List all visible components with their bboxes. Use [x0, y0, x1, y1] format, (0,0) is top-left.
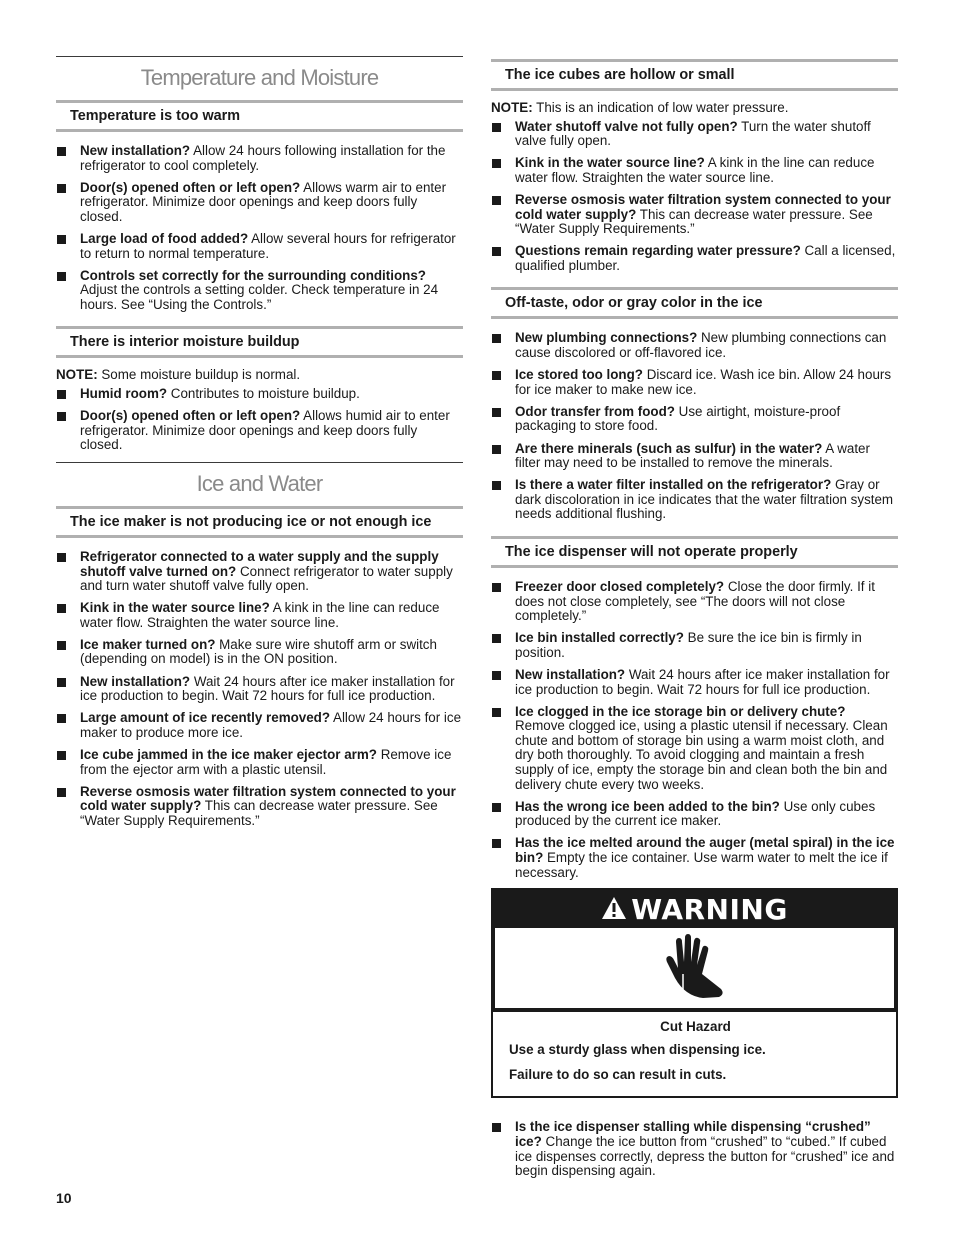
item-answer: Use airtight, moisture-proof packaging to store food.: [515, 403, 841, 434]
subheading-hollow-cubes: The ice cubes are hollow or small: [491, 59, 898, 91]
square-bullet-icon: [492, 408, 501, 417]
section-title-ice-water: Ice and Water: [56, 462, 463, 506]
list-item: [491, 580, 898, 624]
item-answer: Remove ice from the ejector arm with a plastic utensil.: [80, 746, 452, 777]
square-bullet-icon: [57, 641, 66, 650]
list-item: [491, 478, 898, 522]
item-question: Door(s) opened often or left open?: [80, 179, 301, 195]
list-item: [491, 631, 898, 660]
list-item: [491, 836, 898, 880]
warning-line-1: Use a sturdy glass when dispensing ice.: [509, 1042, 766, 1058]
square-bullet-icon: [57, 678, 66, 687]
item-answer: Contributes to moisture buildup.: [167, 386, 360, 402]
note-label: NOTE:: [491, 100, 533, 115]
item-answer: Close the door firmly. If it does not close completely, see “The doors will not close completely.”: [515, 578, 875, 624]
item-question: Ice cube jammed in the ice maker ejector arm?: [80, 746, 377, 762]
item-question: Large amount of ice recently removed?: [80, 710, 331, 726]
group-off-taste: [491, 287, 898, 522]
square-bullet-icon: [57, 390, 66, 399]
square-bullet-icon: [492, 634, 501, 643]
note-text: Some moisture buildup is normal.: [97, 367, 301, 383]
item-question: Ice clogged in the ice storage bin or delivery chute?: [515, 703, 846, 719]
list-item: [56, 409, 463, 453]
item-question: Kink in the water source line?: [80, 600, 270, 616]
list-item: [56, 785, 463, 829]
note-hollow: [491, 101, 898, 116]
warning-image-panel: [493, 928, 896, 1010]
item-question: Freezer door closed completely?: [515, 578, 725, 594]
item-question: Ice stored too long?: [515, 367, 643, 383]
square-bullet-icon: [57, 235, 66, 244]
square-bullet-icon: [492, 247, 501, 256]
item-answer: Wait 24 hours after ice maker installation for ice production to begin. Wait 72 hours for full ice production.: [515, 666, 890, 697]
list-item: [491, 442, 898, 471]
square-bullet-icon: [57, 272, 66, 281]
item-question: Kink in the water source line?: [515, 155, 705, 171]
item-answer: New plumbing connections can cause discolored or off-flavored ice.: [515, 330, 887, 361]
note-moisture: [56, 368, 463, 383]
list-item: [491, 705, 898, 793]
item-answer: A water filter may need to be installed to remove the minerals.: [515, 440, 870, 471]
subheading-ice-maker: The ice maker is not producing ice or not enough ice: [56, 506, 463, 538]
item-question: Large load of food added?: [80, 230, 249, 246]
item-answer: Gray or dark discoloration in ice indicates that the water filtration system needs additional flushing.: [515, 477, 894, 522]
list-crushed-ice: [491, 1120, 898, 1178]
item-question: Ice bin installed correctly?: [515, 630, 684, 646]
square-bullet-icon: [57, 553, 66, 562]
square-bullet-icon: [492, 481, 501, 490]
item-question: Controls set correctly for the surrounding conditions?: [80, 267, 426, 283]
item-answer: A kink in the line can reduce water flow. Straighten the water source line.: [515, 155, 875, 185]
list-item: [56, 232, 463, 261]
square-bullet-icon: [492, 708, 501, 717]
item-answer: Connect refrigerator to water supply and turn water shutoff valve fully open.: [80, 563, 453, 594]
item-question: Door(s) opened often or left open?: [80, 408, 301, 424]
group-hollow-cubes: [491, 59, 898, 273]
item-answer: Remove clogged ice, using a plastic utensil if necessary. Clean chute and bottom of storage bin using a warm moist cloth, and dry both thoroughly. To avoid clogging and maintain a fresh supply of ice, empty the storage bin and clean both the bin and delivery chute every two weeks.: [515, 718, 888, 792]
warning-banner: [493, 890, 896, 928]
square-bullet-icon: [492, 334, 501, 343]
square-bullet-icon: [57, 147, 66, 156]
item-question: New plumbing connections?: [515, 330, 698, 346]
item-answer: Allows warm air to enter refrigerator. Minimize door openings and keep doors fully closed.: [80, 179, 447, 224]
subheading-moisture: There is interior moisture buildup: [56, 326, 463, 358]
subheading-off-taste: Off-taste, odor or gray color in the ice: [491, 287, 898, 319]
list-item: [56, 144, 463, 173]
subheading-temperature-warm: Temperature is too warm: [56, 100, 463, 132]
list-item: [491, 120, 898, 149]
square-bullet-icon: [492, 803, 501, 812]
item-question: Refrigerator connected to a water supply and the supply shutoff valve turned on?: [80, 548, 439, 579]
list-hollow-cubes: [491, 120, 898, 274]
item-question: Has the ice melted around the auger (metal spiral) in the ice bin?: [515, 835, 895, 865]
list-moisture: [56, 387, 463, 453]
list-item: [491, 193, 898, 237]
group-moisture: [56, 326, 463, 452]
item-answer: Make sure wire shutoff arm or switch (depending on model) is in the ON position.: [80, 636, 437, 667]
warning-line-2: Failure to do so can result in cuts.: [509, 1066, 727, 1082]
square-bullet-icon: [492, 583, 501, 592]
warning-hazard-title: Cut Hazard: [660, 1018, 731, 1034]
list-item: [491, 405, 898, 434]
list-item: [56, 181, 463, 225]
right-column: [491, 59, 898, 1186]
item-question: Reverse osmosis water filtration system connected to your cold water supply?: [515, 191, 891, 222]
square-bullet-icon: [492, 1123, 501, 1132]
square-bullet-icon: [57, 184, 66, 193]
item-answer: Empty the ice container. Use warm water to melt the ice if necessary.: [515, 849, 888, 880]
group-ice-maker: [56, 506, 463, 829]
square-bullet-icon: [57, 751, 66, 760]
square-bullet-icon: [57, 714, 66, 723]
item-question: Ice maker turned on?: [80, 636, 216, 652]
list-item: [491, 368, 898, 397]
item-question: Humid room?: [80, 386, 168, 402]
list-item: [491, 800, 898, 829]
page-number: 10: [56, 1190, 72, 1206]
list-item: [56, 601, 463, 630]
note-text: This is an indication of low water pressure.: [532, 100, 789, 115]
list-item: [56, 269, 463, 313]
square-bullet-icon: [492, 159, 501, 168]
item-question: New installation?: [80, 673, 191, 689]
item-question: Odor transfer from food?: [515, 403, 675, 419]
item-question: Is the ice dispenser stalling while dispensing “crushed” ice?: [515, 1119, 871, 1150]
item-question: Water shutoff valve not fully open?: [515, 118, 738, 134]
item-question: New installation?: [515, 666, 626, 682]
item-answer: Adjust the controls a setting colder. Check temperature in 24 hours. See “Using the Controls.”: [80, 282, 439, 312]
list-item: [56, 638, 463, 667]
warning-triangle-icon: [601, 891, 627, 931]
square-bullet-icon: [492, 196, 501, 205]
list-item: [56, 675, 463, 704]
list-item: [491, 1120, 898, 1178]
square-bullet-icon: [492, 839, 501, 848]
list-item: [56, 387, 463, 402]
left-column: [56, 56, 463, 842]
square-bullet-icon: [492, 371, 501, 380]
square-bullet-icon: [492, 123, 501, 132]
item-answer: Allow 24 hours for ice maker to produce more ice.: [80, 710, 462, 740]
item-answer: A kink in the line can reduce water flow. Straighten the water source line.: [80, 600, 440, 630]
item-question: Has the wrong ice been added to the bin?: [515, 798, 780, 814]
warning-box: [491, 888, 898, 1099]
item-answer: This can decrease water pressure. See “Water Supply Requirements.”: [80, 798, 438, 828]
list-dispenser: [491, 580, 898, 880]
group-temperature-warm: [56, 100, 463, 312]
list-item: [491, 331, 898, 360]
group-dispenser: [491, 536, 898, 880]
item-answer: Use only cubes produced by the current ice maker.: [515, 798, 876, 829]
item-answer: Turn the water shutoff valve fully open.: [515, 118, 871, 149]
item-answer: Call a licensed, qualified plumber.: [515, 243, 896, 273]
square-bullet-icon: [57, 412, 66, 421]
list-item: [491, 244, 898, 273]
section-title-temperature: Temperature and Moisture: [56, 56, 463, 100]
item-answer: Wait 24 hours after ice maker installation for ice production to begin. Wait 72 hours for full ice production.: [80, 673, 455, 704]
list-off-taste: [491, 331, 898, 522]
list-temperature-warm: [56, 144, 463, 312]
item-question: Is there a water filter installed on the refrigerator?: [515, 477, 832, 493]
list-ice-maker: [56, 550, 463, 829]
item-answer: This can decrease water pressure. See “Water Supply Requirements.”: [515, 206, 873, 237]
square-bullet-icon: [57, 604, 66, 613]
item-question: Are there minerals (such as sulfur) in the water?: [515, 440, 823, 456]
square-bullet-icon: [57, 788, 66, 797]
item-answer: Change the ice button from “crushed” to “cubed.” If cubed ice dispenses correctly, depress the button for “crushed” ice and begin dispensing again.: [515, 1134, 895, 1179]
list-item: [56, 550, 463, 594]
item-question: Reverse osmosis water filtration system connected to your cold water supply?: [80, 783, 456, 814]
list-item: [56, 748, 463, 777]
item-answer: Allow several hours for refrigerator to return to normal temperature.: [80, 230, 456, 261]
note-label: NOTE:: [56, 367, 98, 383]
square-bullet-icon: [492, 445, 501, 454]
item-answer: Allows humid air to enter refrigerator. Minimize door openings and keep doors fully closed.: [80, 408, 450, 453]
subheading-dispenser: The ice dispenser will not operate properly: [491, 536, 898, 568]
item-question: Questions remain regarding water pressure?: [515, 243, 801, 259]
item-answer: Allow 24 hours following installation for the refrigerator to cool completely.: [80, 143, 446, 173]
warning-text-panel: [493, 1010, 896, 1097]
item-question: New installation?: [80, 143, 191, 158]
warning-label: WARNING: [631, 892, 788, 926]
cut-hand-icon: [663, 934, 727, 1006]
square-bullet-icon: [492, 671, 501, 680]
list-item: [56, 711, 463, 740]
item-answer: Discard ice. Wash ice bin. Allow 24 hours for ice maker to make new ice.: [515, 367, 892, 397]
list-item: [491, 156, 898, 185]
item-answer: Be sure the ice bin is firmly in position.: [515, 630, 862, 660]
list-item: [491, 668, 898, 697]
